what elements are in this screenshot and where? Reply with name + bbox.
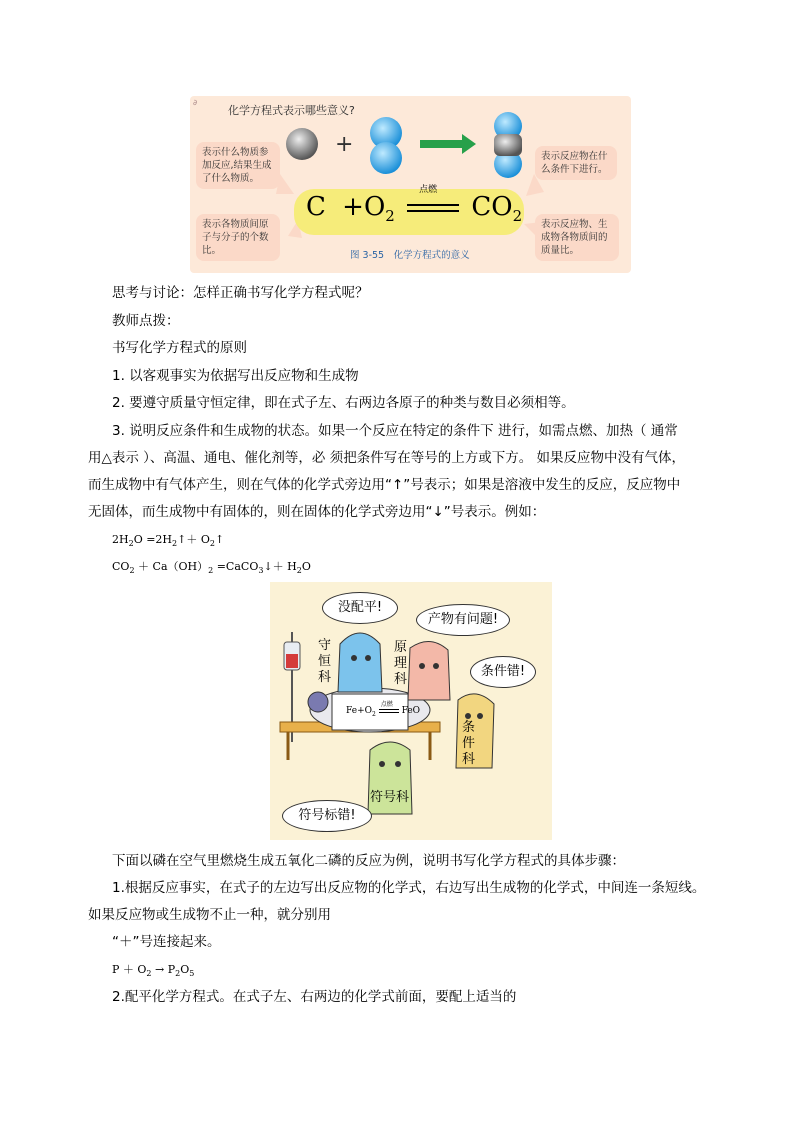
label-condition-dept: 条件科 [462, 720, 476, 767]
note-left-top: 表示什么物质参加反应,结果生成了什么物质。 [196, 142, 280, 189]
step-1-line-1: 1.根据反应事实，在式子的左边写出反应物的化学式，右边写出生成物的化学式，中间连一条短线。 [112, 880, 706, 896]
eq-double-bar [407, 185, 459, 212]
example-equation-2: $CO_2 + Ca(OH)_2$ =CaCO$_3$↓＋ $H_2O$ [112, 560, 311, 576]
step-2: 2.配平化学方程式。在式子左、右两边的化学式前面，要配上适当的 [112, 989, 517, 1005]
rule-3-line-2: 用△表示 ）、高温、通电、催化剂等，必 须把条件写在等号的上方或下方。 如果反应物中没有气体， [88, 450, 686, 466]
eq-carbon: C [306, 192, 326, 222]
bubble-condition-wrong: 条件错! [470, 656, 536, 688]
steps-intro: 下面以磷在空气里燃烧生成五氧化二磷的反应为例，说明书写化学方程式的具体步骤： [112, 853, 625, 869]
discussion-line: 思考与讨论：怎样正确书写化学方程式呢？ [112, 285, 369, 301]
note-right-top: 表示反应物在什么条件下进行。 [535, 146, 617, 180]
figure-caption: 图 3-55 化学方程式的意义 [350, 250, 470, 261]
eq-plus: + [342, 192, 364, 222]
example-equation-1: $2H_2O$ $=2H_2↑+$ $O_2↑$ [112, 533, 225, 549]
rule-3-line-4: 无固体，而生成物中有固体的，则在固体的化学式旁边用“↓”号表示。例如： [88, 504, 546, 520]
eq-co2: CO [471, 192, 513, 222]
step-1-equation: $P + O_2 \to P_2O_5$ [112, 963, 195, 979]
eq-oxygen: O [363, 192, 386, 222]
bubble-symbol-wrong: 符号标错! [282, 800, 372, 832]
bubble-not-balanced: 没配平! [322, 592, 398, 624]
figure-cartoon-hospital [270, 582, 552, 840]
rule-1: 1. 以客观事实为依据写出反应物和生成物 [112, 368, 359, 384]
label-principle-dept: 原理科 [394, 640, 408, 687]
eq-condition: 点燃 [419, 185, 438, 195]
label-conservation-dept: 守恒科 [318, 638, 332, 685]
step-1-line-3: “＋”号连接起来。 [112, 934, 221, 950]
figure-title: 化学方程式表示哪些意义? [228, 104, 355, 117]
plus-sign: + [335, 132, 354, 157]
step-1-line-2: 如果反应物或生成物不止一种，就分别用 [88, 907, 331, 923]
carbon-dioxide-molecule-icon [494, 112, 522, 178]
teacher-line: 教师点拨： [112, 313, 180, 329]
reaction-arrow-icon [420, 134, 476, 154]
principles-title: 书写化学方程式的原则 [112, 340, 247, 356]
board-equation: $Fe+O_2$ 点燃 FeO [346, 700, 421, 718]
rule-3-line-3: 而生成物中有气体产生，则在气体的化学式旁边用“↑”号表示；如果是溶液中发生的反应，反应物中 [88, 477, 681, 493]
label-symbol-dept: 符号科 [370, 790, 410, 805]
note-left-bottom: 表示各物质间原子与分子的个数比。 [196, 214, 280, 261]
bubble-product-wrong: 产物有问题! [416, 604, 510, 636]
figure-chemical-equation-meaning [190, 96, 631, 273]
chemical-equation [306, 185, 523, 226]
oxygen-molecule-icon [370, 117, 402, 174]
rule-3-line-1: 3. 说明反应条件和生成物的状态。如果一个反应在特定的条件下 进行，如需点燃、加热（ 通常 [112, 423, 678, 439]
carbon-atom-icon [286, 128, 318, 160]
note-right-bottom: 表示反应物、生成物各物质间的质量比。 [535, 214, 619, 261]
eq-oxygen-sub: 2 [385, 207, 395, 226]
rule-2: 2. 要遵守质量守恒定律，即在式子左、右两边各原子的种类与数目必须相等。 [112, 395, 575, 411]
eq-co2-sub: 2 [512, 207, 523, 226]
corner-mark: ∂ [193, 98, 198, 107]
